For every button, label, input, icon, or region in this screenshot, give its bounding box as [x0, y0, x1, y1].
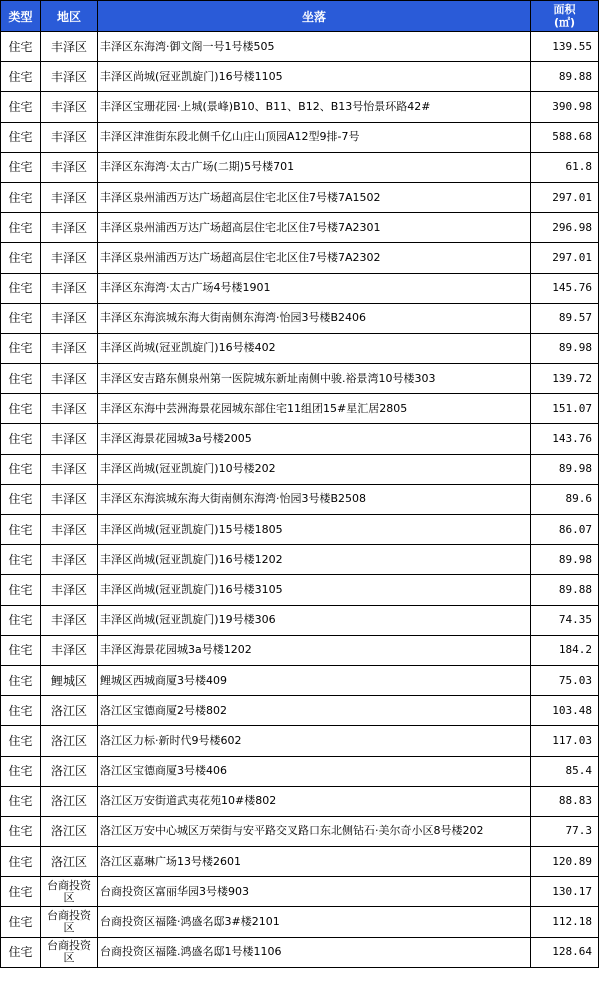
location-cell: 丰泽区尚城(冠亚凯旋门)16号楼3105 — [98, 575, 531, 605]
size-cell: 89.98 — [531, 454, 599, 484]
area-cell: 丰泽区 — [41, 484, 98, 514]
location-cell: 丰泽区泉州浦西万达广场超高层住宅北区住7号楼7A2301 — [98, 213, 531, 243]
table-row — [1, 303, 599, 333]
table-row — [1, 635, 599, 665]
header-type: 类型 — [1, 1, 41, 32]
table-row — [1, 152, 599, 182]
location-cell: 丰泽区东海湾·太古广场(二期)5号楼701 — [98, 152, 531, 182]
table-row — [1, 847, 599, 877]
type-cell: 住宅 — [1, 847, 41, 877]
header-row — [1, 1, 599, 32]
area-cell: 鲤城区 — [41, 665, 98, 695]
type-cell: 住宅 — [1, 122, 41, 152]
table-row — [1, 575, 599, 605]
area-cell: 丰泽区 — [41, 243, 98, 273]
table-row — [1, 877, 599, 907]
size-cell: 184.2 — [531, 635, 599, 665]
header-area: 地区 — [41, 1, 98, 32]
type-cell: 住宅 — [1, 333, 41, 363]
location-cell: 丰泽区尚城(冠亚凯旋门)15号楼1805 — [98, 515, 531, 545]
size-cell: 145.76 — [531, 273, 599, 303]
location-cell: 台商投资区福隆.鸿盛名邸1号楼1106 — [98, 937, 531, 967]
table-row — [1, 545, 599, 575]
type-cell: 住宅 — [1, 454, 41, 484]
size-cell: 151.07 — [531, 394, 599, 424]
location-cell: 丰泽区安吉路东侧泉州第一医院城东新址南侧中骏.裕景湾10号楼303 — [98, 364, 531, 394]
area-cell: 丰泽区 — [41, 182, 98, 212]
table-row — [1, 726, 599, 756]
type-cell: 住宅 — [1, 424, 41, 454]
location-cell: 洛江区宝德商厦2号楼802 — [98, 696, 531, 726]
table-row — [1, 364, 599, 394]
location-cell: 丰泽区东海中芸洲海景花园城东部住宅11组团15#星汇居2805 — [98, 394, 531, 424]
location-cell: 丰泽区东海滨城东海大街南侧东海湾·怡园3号楼B2406 — [98, 303, 531, 333]
type-cell: 住宅 — [1, 213, 41, 243]
location-cell: 洛江区嘉琳广场13号楼2601 — [98, 847, 531, 877]
area-cell: 丰泽区 — [41, 213, 98, 243]
area-cell: 丰泽区 — [41, 273, 98, 303]
type-cell: 住宅 — [1, 756, 41, 786]
type-cell: 住宅 — [1, 877, 41, 907]
size-cell: 61.8 — [531, 152, 599, 182]
location-cell: 丰泽区尚城(冠亚凯旋门)19号楼306 — [98, 605, 531, 635]
table-row — [1, 665, 599, 695]
area-cell: 丰泽区 — [41, 424, 98, 454]
table-row — [1, 937, 599, 967]
header-location: 坐落 — [98, 1, 531, 32]
size-cell: 139.72 — [531, 364, 599, 394]
area-cell: 洛江区 — [41, 726, 98, 756]
type-cell: 住宅 — [1, 394, 41, 424]
type-cell: 住宅 — [1, 786, 41, 816]
type-cell: 住宅 — [1, 152, 41, 182]
area-cell: 丰泽区 — [41, 454, 98, 484]
size-cell: 128.64 — [531, 937, 599, 967]
type-cell: 住宅 — [1, 243, 41, 273]
size-cell: 77.3 — [531, 816, 599, 846]
size-cell: 297.01 — [531, 243, 599, 273]
header-size-label: 面积 — [553, 3, 576, 16]
table-row — [1, 92, 599, 122]
type-cell: 住宅 — [1, 62, 41, 92]
location-cell: 丰泽区尚城(冠亚凯旋门)16号楼1105 — [98, 62, 531, 92]
area-cell: 洛江区 — [41, 696, 98, 726]
table-row — [1, 122, 599, 152]
size-cell: 120.89 — [531, 847, 599, 877]
size-cell: 139.55 — [531, 32, 599, 62]
table-row — [1, 182, 599, 212]
size-cell: 112.18 — [531, 907, 599, 937]
location-cell: 丰泽区东海湾·太古广场4号楼1901 — [98, 273, 531, 303]
location-cell: 丰泽区泉州浦西万达广场超高层住宅北区住7号楼7A2302 — [98, 243, 531, 273]
size-cell: 143.76 — [531, 424, 599, 454]
area-cell: 台商投资区 — [41, 937, 98, 967]
location-cell: 丰泽区东海湾·御文阁一号1号楼505 — [98, 32, 531, 62]
location-cell: 丰泽区海景花园城3a号楼1202 — [98, 635, 531, 665]
area-cell: 丰泽区 — [41, 62, 98, 92]
location-cell: 丰泽区尚城(冠亚凯旋门)16号楼402 — [98, 333, 531, 363]
size-cell: 85.4 — [531, 756, 599, 786]
location-cell: 丰泽区津淮街东段北侧千亿山庄山顶园A12型9排-7号 — [98, 122, 531, 152]
type-cell: 住宅 — [1, 484, 41, 514]
table-row — [1, 786, 599, 816]
size-cell: 89.57 — [531, 303, 599, 333]
table-row — [1, 213, 599, 243]
area-cell: 丰泽区 — [41, 364, 98, 394]
table-row — [1, 424, 599, 454]
table-row — [1, 454, 599, 484]
location-cell: 丰泽区尚城(冠亚凯旋门)10号楼202 — [98, 454, 531, 484]
table-row — [1, 515, 599, 545]
type-cell: 住宅 — [1, 907, 41, 937]
location-cell: 丰泽区尚城(冠亚凯旋门)16号楼1202 — [98, 545, 531, 575]
table-row — [1, 756, 599, 786]
table-body — [1, 32, 599, 968]
area-cell: 丰泽区 — [41, 32, 98, 62]
size-cell: 86.07 — [531, 515, 599, 545]
type-cell: 住宅 — [1, 665, 41, 695]
location-cell: 洛江区力标·新时代9号楼602 — [98, 726, 531, 756]
type-cell: 住宅 — [1, 303, 41, 333]
type-cell: 住宅 — [1, 515, 41, 545]
location-cell: 洛江区万安街道武夷花苑10#楼802 — [98, 786, 531, 816]
location-cell: 台商投资区福隆·鸿盛名邸3#楼2101 — [98, 907, 531, 937]
area-cell: 丰泽区 — [41, 575, 98, 605]
size-cell: 297.01 — [531, 182, 599, 212]
type-cell: 住宅 — [1, 726, 41, 756]
type-cell: 住宅 — [1, 605, 41, 635]
area-cell: 洛江区 — [41, 847, 98, 877]
header-size-unit: (㎡) — [553, 16, 576, 29]
size-cell: 130.17 — [531, 877, 599, 907]
area-cell: 丰泽区 — [41, 122, 98, 152]
location-cell: 丰泽区东海滨城东海大街南侧东海湾·怡园3号楼B2508 — [98, 484, 531, 514]
location-cell: 鲤城区西城商厦3号楼409 — [98, 665, 531, 695]
size-cell: 74.35 — [531, 605, 599, 635]
area-cell: 丰泽区 — [41, 152, 98, 182]
area-cell: 丰泽区 — [41, 635, 98, 665]
area-cell: 丰泽区 — [41, 303, 98, 333]
location-cell: 台商投资区富丽华园3号楼903 — [98, 877, 531, 907]
area-cell: 洛江区 — [41, 756, 98, 786]
size-cell: 75.03 — [531, 665, 599, 695]
area-cell: 丰泽区 — [41, 333, 98, 363]
table-row — [1, 907, 599, 937]
type-cell: 住宅 — [1, 182, 41, 212]
type-cell: 住宅 — [1, 273, 41, 303]
area-cell: 台商投资区 — [41, 907, 98, 937]
size-cell: 390.98 — [531, 92, 599, 122]
header-size — [531, 1, 599, 32]
type-cell: 住宅 — [1, 32, 41, 62]
table-row — [1, 484, 599, 514]
type-cell: 住宅 — [1, 696, 41, 726]
type-cell: 住宅 — [1, 816, 41, 846]
area-cell: 丰泽区 — [41, 605, 98, 635]
table-row — [1, 605, 599, 635]
location-cell: 丰泽区宝珊花园·上城(景峰)B10、B11、B12、B13号怡景环路42# — [98, 92, 531, 122]
location-cell: 丰泽区海景花园城3a号楼2005 — [98, 424, 531, 454]
table-row — [1, 394, 599, 424]
type-cell: 住宅 — [1, 545, 41, 575]
size-cell: 88.83 — [531, 786, 599, 816]
size-cell: 588.68 — [531, 122, 599, 152]
type-cell: 住宅 — [1, 635, 41, 665]
location-cell: 丰泽区泉州浦西万达广场超高层住宅北区住7号楼7A1502 — [98, 182, 531, 212]
location-cell: 洛江区万安中心城区万荣街与安平路交叉路口东北侧钻石·美尔奇小区8号楼202 — [98, 816, 531, 846]
type-cell: 住宅 — [1, 364, 41, 394]
size-cell: 296.98 — [531, 213, 599, 243]
table-row — [1, 243, 599, 273]
size-cell: 89.88 — [531, 62, 599, 92]
area-cell: 丰泽区 — [41, 92, 98, 122]
size-cell: 89.6 — [531, 484, 599, 514]
area-cell: 洛江区 — [41, 786, 98, 816]
type-cell: 住宅 — [1, 575, 41, 605]
size-cell: 89.98 — [531, 545, 599, 575]
size-cell: 89.98 — [531, 333, 599, 363]
area-cell: 台商投资区 — [41, 877, 98, 907]
size-cell: 89.88 — [531, 575, 599, 605]
table-row — [1, 273, 599, 303]
table-row — [1, 32, 599, 62]
table-row — [1, 62, 599, 92]
type-cell: 住宅 — [1, 92, 41, 122]
table-row — [1, 816, 599, 846]
area-cell: 丰泽区 — [41, 545, 98, 575]
table-row — [1, 333, 599, 363]
area-cell: 洛江区 — [41, 816, 98, 846]
size-cell: 103.48 — [531, 696, 599, 726]
table-row — [1, 696, 599, 726]
location-cell: 洛江区宝德商厦3号楼406 — [98, 756, 531, 786]
type-cell: 住宅 — [1, 937, 41, 967]
area-cell: 丰泽区 — [41, 394, 98, 424]
size-cell: 117.03 — [531, 726, 599, 756]
area-cell: 丰泽区 — [41, 515, 98, 545]
